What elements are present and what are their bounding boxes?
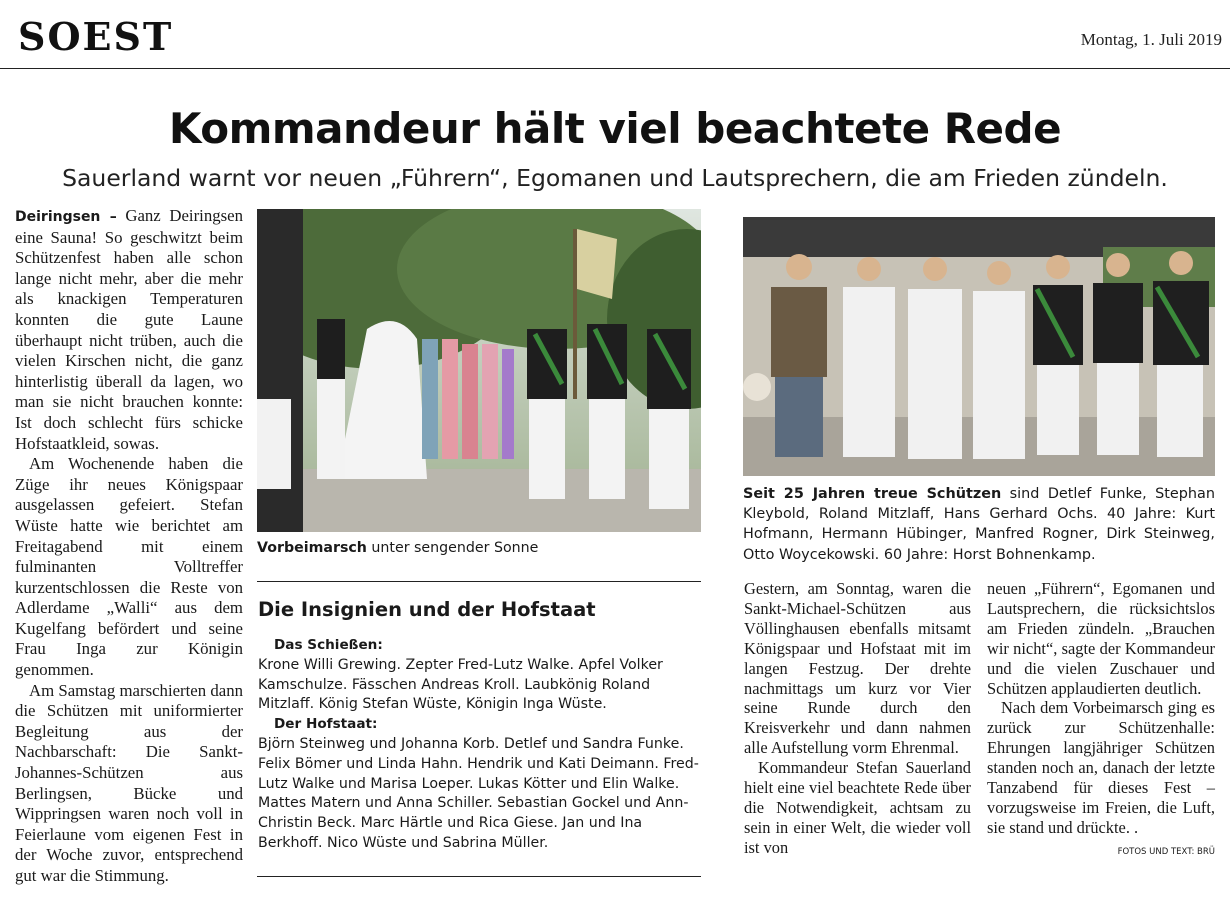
article-column-1 [15, 206, 243, 887]
paragraph-text: Ganz Deiringsen eine Sauna! So geschwitzt beim Schützenfest haben alle schon lange nicht mehr, aber die mehr als knackigen Temperaturen konnten die gute Laune überhaupt nicht trüben, auch die vielen Kirschen nicht, die ganz hinterlistig überall da lagen, wo man sie nicht brauchen konnte: Ist doch schlecht fürs schicke Hofstaatkleid, sowas. [15, 206, 243, 453]
photo-caption-jubilee [743, 484, 1215, 565]
infobox-title: Die Insignien und der Hofstaat [258, 598, 596, 621]
infobox-top-rule [257, 581, 701, 582]
paragraph [987, 698, 1215, 857]
masthead [0, 0, 1230, 69]
caption-lead: Vorbeimarsch [257, 540, 367, 556]
issue-date: Montag, 1. Juli 2019 [1080, 30, 1222, 49]
photo-caption-parade [257, 540, 701, 556]
paragraph: Am Samstag marschierten dann die Schützen mit uniformierter Begleitung aus der Nachbarschaft: Die Sankt-Johannes-Schützen aus Berlingsen, Bücke und Wippringsen waren noch voll in Feierlaune vom eigenen Fest in der Woche zuvor, entsprechend gut war die Stimmung. [15, 680, 243, 885]
caption-lead: Seit 25 Jahren treue Schützen [743, 486, 1002, 502]
caption-text: unter sengender Sonne [366, 540, 539, 556]
dateline-place: Deiringsen – [15, 209, 117, 225]
paragraph: Kommandeur Stefan Sauerland hielt eine viel beachtete Rede über die Notwendigkeit, achtsam zu sein in einer Welt, die wieder voll ist von [744, 758, 971, 857]
paragraph: Am Wochenende haben die Züge ihr neues Königspaar ausgelassen gefeiert. Stefan Wüste hatte wie berichtet am Freitagabend mit einem fulminanten Volltreffer kurzentschlossen die Reste von Adlerdame „Walli“ aus dem Kugelfang befördert und seine Frau Inga zur Königin genommen. [15, 454, 243, 680]
infobox-section-label: Der Hofstaat: [274, 716, 378, 733]
newspaper-brand: SOEST [18, 14, 174, 59]
infobox-section-label: Das Schießen: [274, 637, 383, 653]
jubilee-photo [743, 217, 1215, 476]
paragraph: neuen „Führern“, Egomanen und Lautsprechern, die rücksichtslos am Frieden zündeln. „Brauchen wir nicht“, sagte der Kommandeur und die vielen Zuschauer und Schützen applaudierten deutlich. [987, 579, 1215, 698]
infobox-bottom-rule [257, 876, 701, 877]
paragraph-text: Nach dem Vorbeimarsch ging es zurück zur Schützenhalle: Ehrungen langjähriger Schützen standen noch an, danach der letzte Tanzabend für dieses Fest – vorzugsweise im Freien, die Luft, sie stand und drückte. . [987, 698, 1215, 837]
caption-text: sind Detlef Funke, Stephan Kleybold, Roland Mitzlaff, Hans Gerhard Ochs. 40 Jahre: Kurt Hofmann, Hermann Hübinger, Manfred Rogner, Dirk Steinweg, Otto Woycekowski. 60 Jahre: Horst Bohnenkamp. [743, 486, 1215, 563]
paragraph [15, 206, 243, 454]
infobox-body [258, 636, 701, 854]
article-headline: Kommandeur hält viel beachtete Rede [168, 104, 1062, 153]
paragraph: Gestern, am Sonntag, waren die Sankt-Michael-Schützen aus Völlinghausen ebenfalls mitsamt Königspaar und Hofstaat mit im langen Festzug. Der drehte nachmittags um kurz vor Vier seine Runde durch den Kreisverkehr und dann nahmen alle Aufstellung vorm Ehrenmal. [744, 579, 971, 758]
parade-photo [257, 209, 701, 532]
infobox-section-text: Björn Steinweg und Johanna Korb. Detlef und Sandra Funke. Felix Bömer und Linda Hahn. Hendrik und Kati Deimann. Fred-Lutz Walke und Marisa Loeper. Lukas Kötter und Elin Walke. Mattes Matern und Anna Schiller. Sebastian Gockel und Ann-Christin Beck. Marc Härtle und Rica Giese. Jan und Ina Berkhoff. Nico Wüste und Sabrina Müller. [258, 735, 699, 851]
infobox-section-text: Krone Willi Grewing. Zepter Fred-Lutz Walke. Apfel Volker Kamschulze. Fässchen Andreas Kroll. Laubkönig Roland Mitzlaff. König Stefan Wüste, Königin Inga Wüste. [258, 656, 663, 713]
article-column-4 [987, 579, 1215, 863]
article-column-3 [744, 579, 971, 858]
photo-text-credit: FOTOS UND TEXT: BRÜ [1117, 846, 1215, 857]
article-subheadline: Sauerland warnt vor neuen „Führern“, Egomanen und Lautsprechern, die am Frieden zündeln. [62, 164, 1168, 192]
